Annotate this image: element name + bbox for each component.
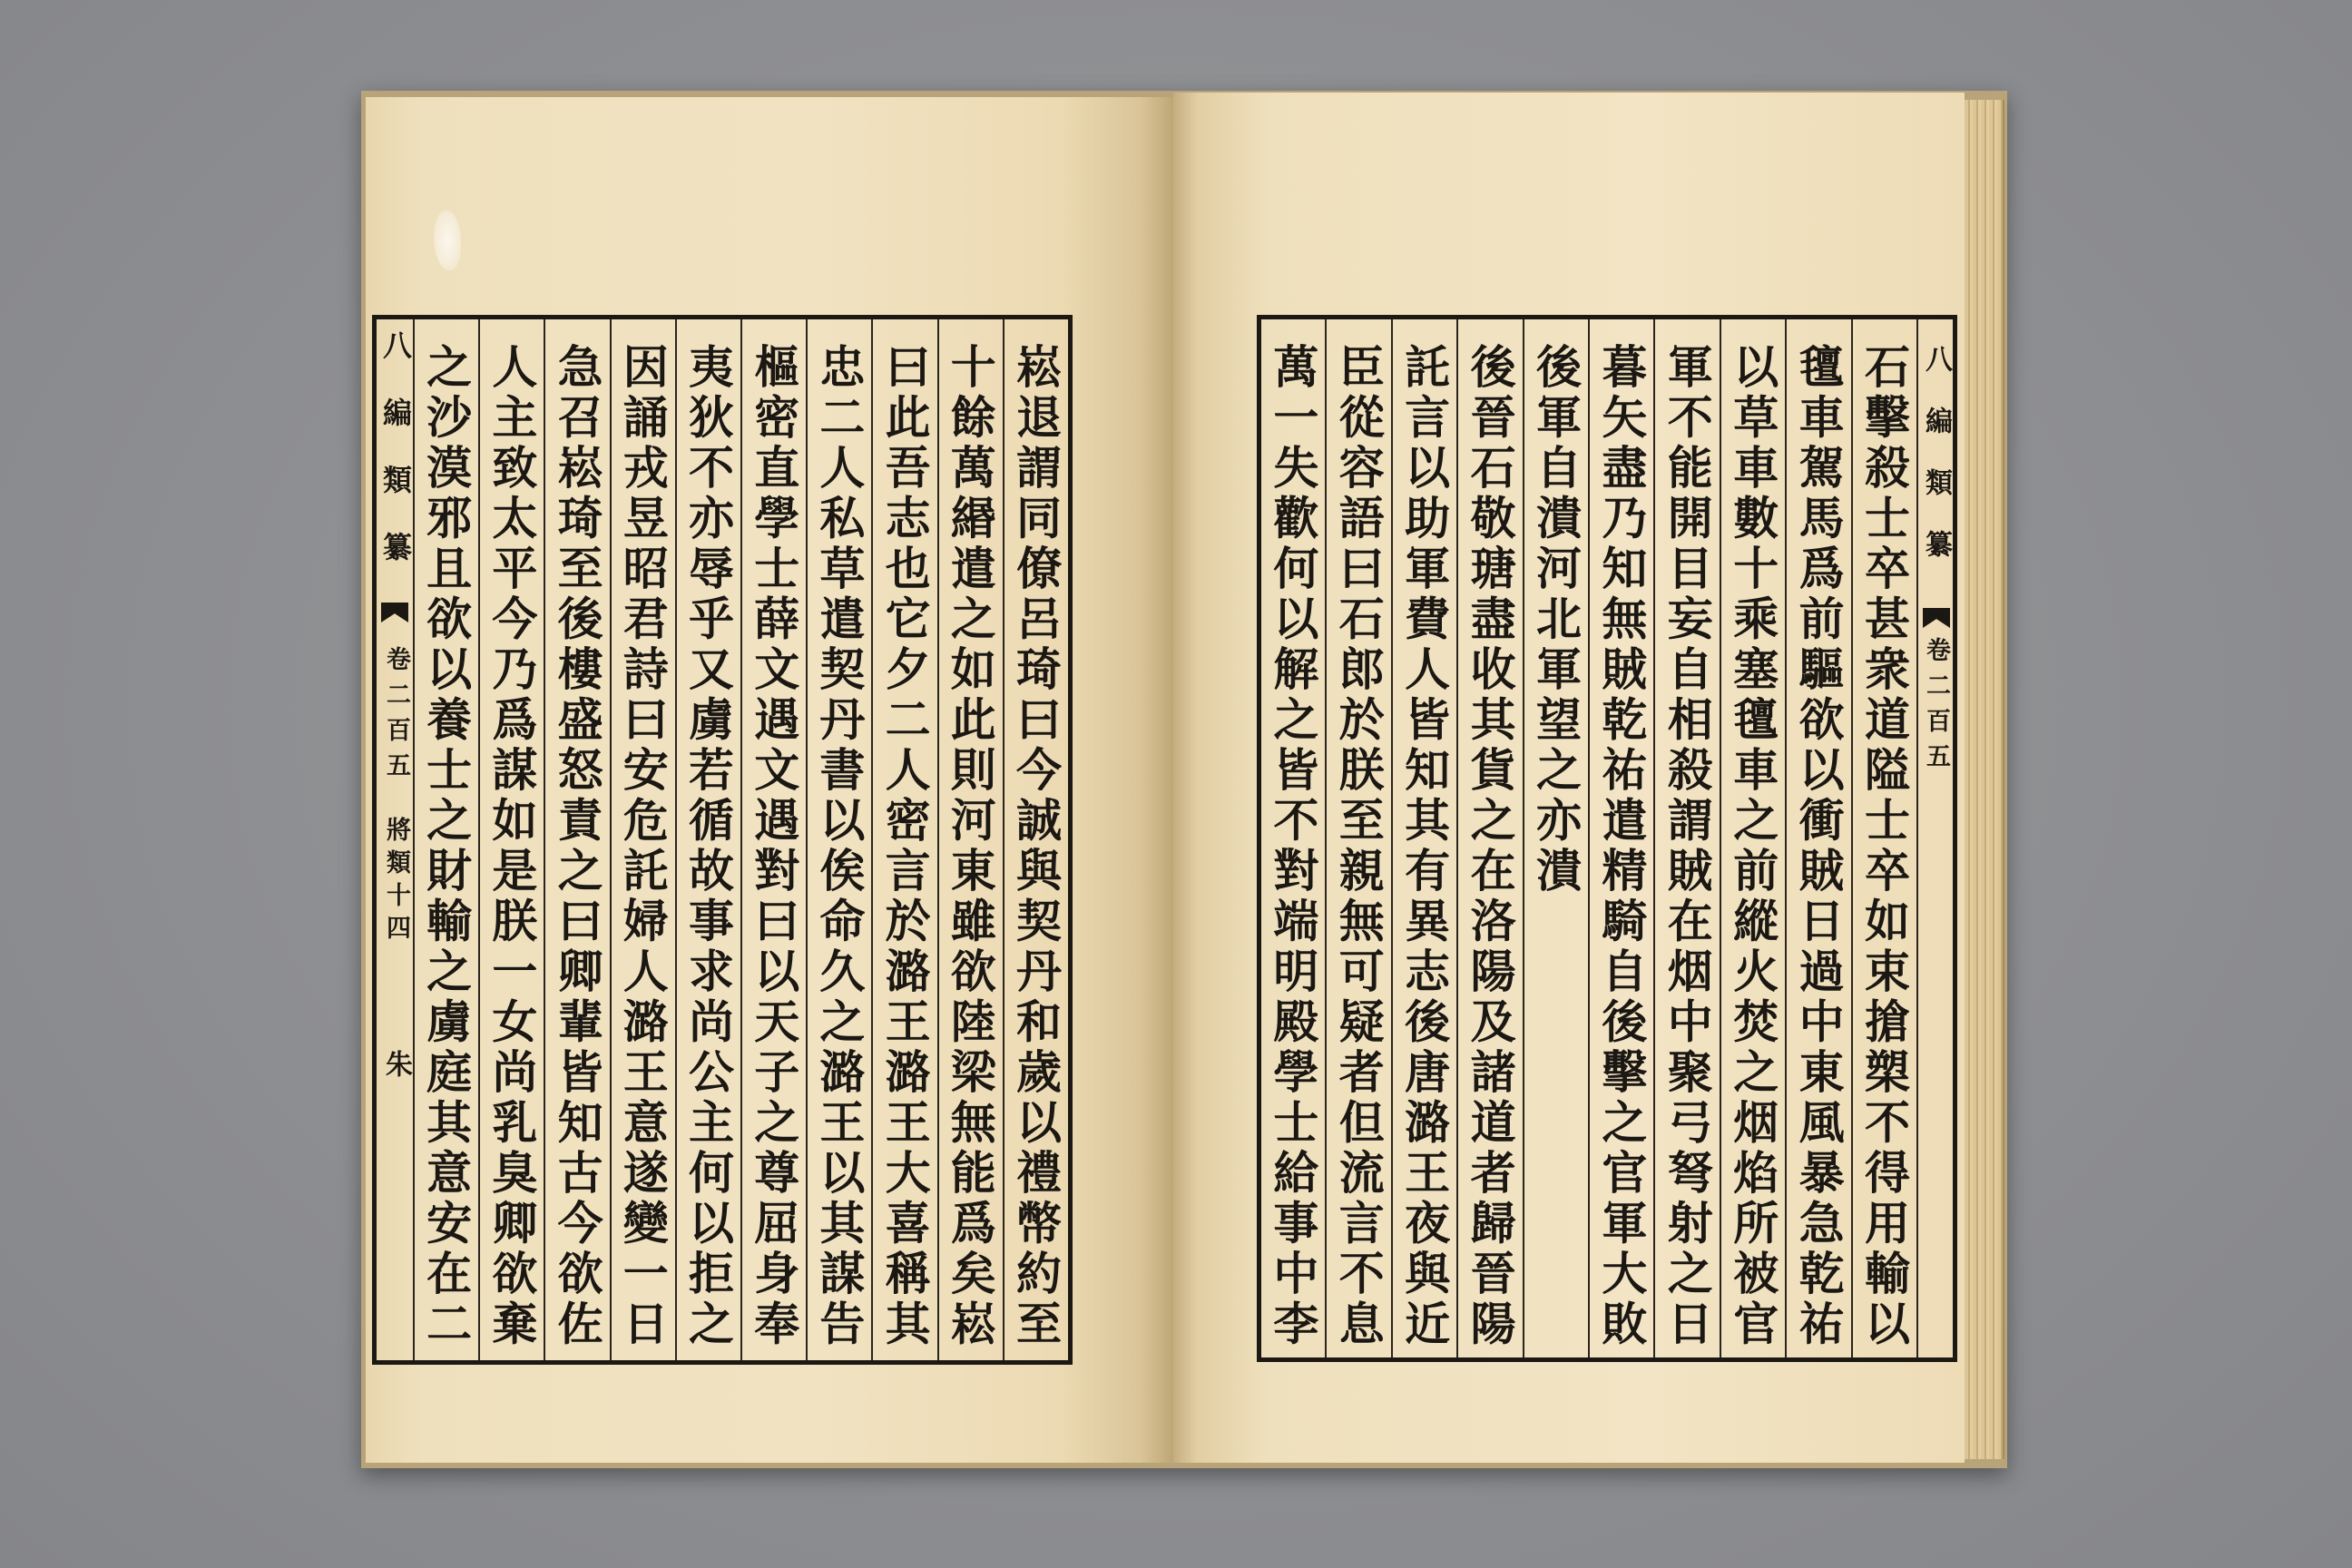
text-column: 樞密直學士薛文遇文遇對曰以天子之尊屈身奉 xyxy=(740,319,806,1360)
volume-number: 卷二百五 xyxy=(381,646,410,788)
book-title: 八編類纂 xyxy=(1920,345,1952,592)
text-column: 託言以助軍費人皆知其有異志後唐潞王夜與近 xyxy=(1391,319,1456,1357)
text-column: 臣從容語曰石郎於朕至親無可疑者但流言不息 xyxy=(1325,319,1390,1357)
text-column: 崧退謂同僚呂琦曰今誠與契丹和歲以禮幣約至 xyxy=(1003,319,1068,1360)
fish-tail-mark xyxy=(1923,608,1950,628)
text-column: 萬一失歡何以解之皆不對端明殿學士給事中李 xyxy=(1266,343,1320,1350)
text-column: 夷狄不亦辱乎又虜若循故事求尚公主何以拒之 xyxy=(675,319,740,1360)
text-column: 暮矢盡乃知無賊乾祐遣精騎自後擊之官軍大敗 xyxy=(1588,319,1653,1357)
text-column: 人主致太平今乃爲謀如是朕一女尚乳臭卿欲棄 xyxy=(478,319,544,1360)
fold-column xyxy=(377,319,413,1360)
text-column: 急召崧琦至後樓盛怒責之曰卿輩皆知古今欲佐 xyxy=(544,319,609,1360)
text-column: 以草車數十乘塞氊車之前縱火焚之烟焰所被官 xyxy=(1720,319,1785,1357)
section-label: 將類十四 xyxy=(381,817,410,947)
text-column: 後軍自潰河北軍望之亦潰 xyxy=(1523,319,1588,1357)
text-column: 忠二人私草遣契丹書以俟命久之潞王以其謀告 xyxy=(806,319,871,1360)
text-column: 因誦戎昱昭君詩曰安危託婦人潞王意遂變一日 xyxy=(610,319,675,1360)
block-mark: 朱 xyxy=(379,1050,412,1077)
text-column: 之沙漠邪且欲以養士之財輸之虜庭其意安在二 xyxy=(413,319,478,1360)
volume-number: 卷二百五 xyxy=(1922,637,1950,779)
text-column: 曰此吾志也它夕二人密言於潞王潞王大喜稱其 xyxy=(871,319,936,1360)
text-column: 十餘萬緡遣之如此則河東雖欲陸梁無能爲矣崧 xyxy=(937,319,1003,1360)
text-column: 氊車駕馬爲前驅欲以衝賊日過中東風暴急乾祐 xyxy=(1785,319,1850,1357)
right-text-frame xyxy=(1257,315,1957,1362)
left-text-frame xyxy=(372,315,1073,1365)
text-column: 後晉石敬瑭盡收其貨之在洛陽及諸道者歸晉陽 xyxy=(1456,319,1522,1357)
fish-tail-mark xyxy=(381,603,408,622)
page-edge-stack xyxy=(1965,100,2004,1459)
text-column: 石擊殺士卒甚衆道隘士卒如束搶槊不得用輸以 xyxy=(1851,319,1916,1357)
fold-column xyxy=(1916,319,1953,1357)
book-title: 八編類纂 xyxy=(377,330,413,599)
text-column: 軍不能開目妄自相殺謂賊在烟中聚弓弩射之日 xyxy=(1653,319,1719,1357)
